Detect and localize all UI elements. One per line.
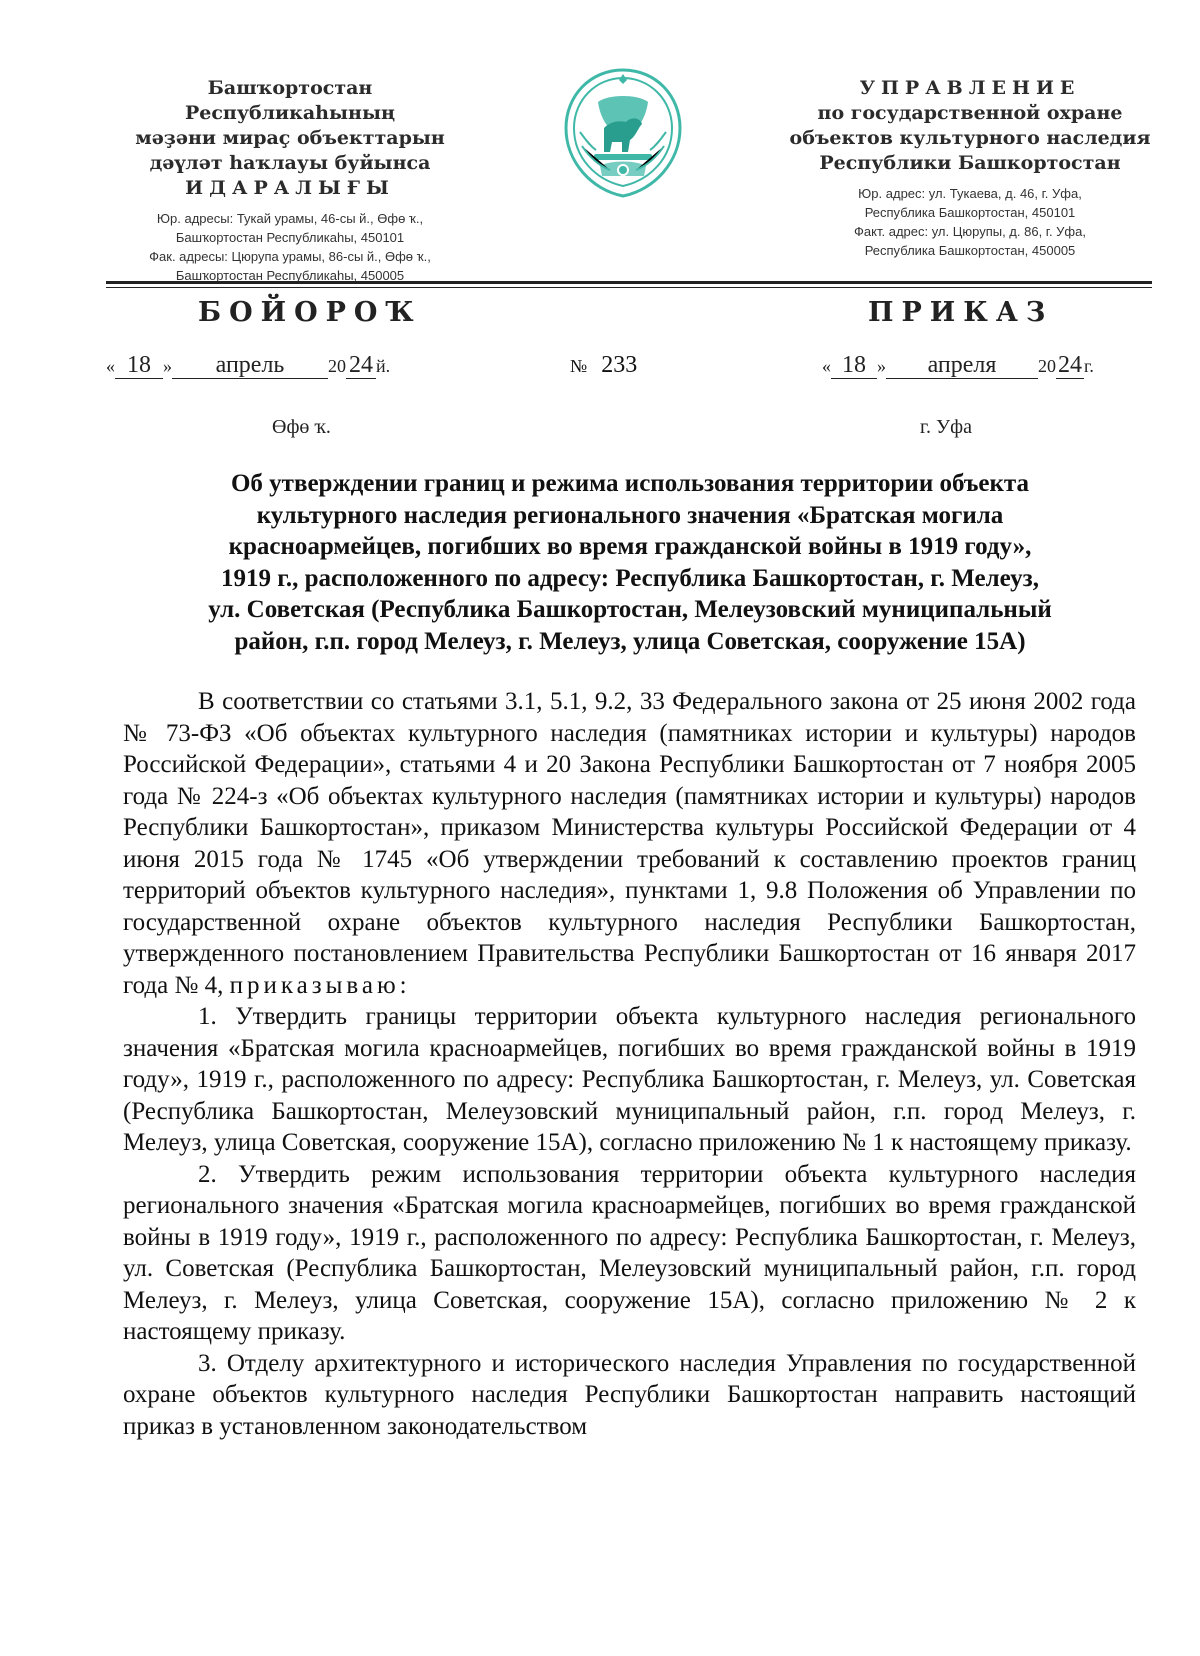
date-year-suffix: 24 bbox=[1058, 352, 1082, 378]
order-number-value: 233 bbox=[601, 352, 638, 378]
date-year-prefix: 20 bbox=[1038, 356, 1056, 376]
header-right-line-1: по государственной охране bbox=[817, 102, 1123, 124]
header-divider-thin bbox=[106, 287, 1152, 288]
header-right-russian bbox=[780, 76, 1160, 260]
header-right-address bbox=[780, 184, 1160, 260]
date-month: апрель bbox=[172, 352, 328, 379]
title-line-6: район, г.п. город Мелеуз, г. Мелеуз, улица Советская, сооружение 15А) bbox=[234, 627, 1026, 655]
date-year-prefix: 20 bbox=[328, 356, 346, 376]
date-close-quote: » bbox=[877, 356, 886, 376]
date-day: 18 bbox=[831, 352, 877, 379]
date-year-word: й. bbox=[376, 356, 391, 376]
header-left-bashkir bbox=[100, 76, 480, 285]
header-right-line-3: Республики Башкортостан bbox=[819, 152, 1121, 174]
header-left-line-1: Башҡортостан Республикаһының bbox=[184, 77, 396, 124]
bashkortostan-coat-of-arms-icon bbox=[560, 66, 686, 200]
header-divider-thick bbox=[106, 281, 1152, 284]
header-left-address-line-1: Юр. адресы: Тукай урамы, 46-сы й., Өфө ҡ., bbox=[156, 211, 424, 226]
date-russian bbox=[822, 352, 1094, 379]
preamble-paragraph bbox=[123, 686, 1136, 1001]
header-right-address-line-1: Юр. адрес: ул. Тукаева, д. 46, г. Уфа, bbox=[858, 186, 1082, 201]
header-right-address-line-3: Факт. адрес: ул. Цюрупы, д. 86, г. Уфа, bbox=[854, 224, 1086, 239]
title-line-5: ул. Советская (Республика Башкортостан, Мелеузовский муниципальный bbox=[208, 596, 1052, 623]
order-number-label: № bbox=[570, 356, 588, 376]
title-line-4: 1919 г., расположенного по адресу: Республика Башкортостан, г. Мелеуз, bbox=[221, 564, 1039, 592]
date-bashkir bbox=[106, 352, 390, 379]
title-line-2: культурного наследия регионального значения «Братская могила bbox=[256, 501, 1004, 529]
header-left-line-3: дәүләт һаҡлауы буйынса bbox=[149, 152, 431, 174]
date-year-word: г. bbox=[1084, 356, 1094, 376]
header-left-address bbox=[100, 209, 480, 285]
header-left-address-line-4: Башҡортостан Республикаһы, 450005 bbox=[175, 268, 405, 283]
header-right-address-line-2: Республика Башкортостан, 450101 bbox=[864, 205, 1076, 220]
doc-type-bashkir: БОЙОРОҠ bbox=[198, 297, 422, 328]
header-left-org-word: ИДАРАЛЫҒЫ bbox=[185, 177, 395, 199]
item-2-paragraph: 2. Утвердить режим использования территории объекта культурного наследия регионального значения «Братская могила красноармейцев, погибших во время гражданской войны в 1919 году», 1919 г., расположенного по адресу: Республика Башкортостан, г. Мелеуз, ул. Советская (Республика Башкортостан, Мелеузовский муниципальный район, г.п. город Мелеуз, г. Мелеуз, улица Советская, сооружение 15А), согласно приложению № 2 к настоящему приказу. bbox=[123, 1160, 1136, 1345]
date-open-quote: « bbox=[822, 356, 831, 376]
document-title bbox=[140, 468, 1120, 657]
header-right-line-2: объектов культурного наследия bbox=[789, 127, 1151, 149]
date-open-quote: « bbox=[106, 356, 115, 376]
header-left-address-line-2: Башҡортостан Республикаһы, 450101 bbox=[175, 230, 405, 245]
date-month: апреля bbox=[886, 352, 1038, 379]
item-1-paragraph: 1. Утвердить границы территории объекта культурного наследия регионального значения «Братская могила красноармейцев, погибших во время гражданской войны в 1919 году», 1919 г., расположенного по адресу: Республика Башкортостан, г. Мелеуз, ул. Советская (Республика Башкортостан, Мелеузовский муниципальный район, г.п. город Мелеуз, г. Мелеуз, улица Советская, сооружение 15А), согласно приложению № 1 к настоящему приказу. bbox=[123, 1003, 1136, 1156]
header-right-address-line-4: Республика Башкортостан, 450005 bbox=[864, 243, 1076, 258]
doc-type-russian: ПРИКАЗ bbox=[868, 297, 1054, 328]
header-left-line-2: мәҙәни мираҫ объекттарын bbox=[135, 127, 445, 149]
date-day: 18 bbox=[115, 352, 163, 379]
preamble-text: В соответствии со статьями 3.1, 5.1, 9.2, 33 Федерального закона от 25 июня 2002 года № 73-ФЗ «Об объектах культурного наследия (памятниках истории и культуры) народов Российской Федерации», статьями 4 и 20 Закона Республики Башкортостан от 7 ноября 2005 года № 224-з «Об объектах культурного наследия (памятниках истории и культуры) народов Республики Башкортостан», приказом Министерства культуры Российской Федерации от 4 июня 2015 года № 1745 «Об утверждении требований к составлению проектов границ территорий объектов культурного наследия», пунктами 1, 9.8 Положения об Управлении по государственной охране объектов культурного наследия Республики Башкортостан, утвержденного постановлением Правительства Республики Башкортостан от 16 января 2017 года № 4, bbox=[123, 688, 1136, 999]
document-body bbox=[123, 686, 1136, 1442]
city-bashkir: Өфө ҡ. bbox=[272, 416, 331, 438]
date-year-suffix: 24 bbox=[346, 352, 376, 379]
order-number bbox=[570, 352, 637, 379]
header-right-org-word: УПРАВЛЕНИЕ bbox=[859, 77, 1081, 99]
date-close-quote: » bbox=[163, 356, 172, 376]
title-line-3: красноармейцев, погибших во время гражданской войны в 1919 году», bbox=[228, 533, 1032, 560]
item-3-paragraph: 3. Отделу архитектурного и исторического наследия Управления по государственной охране объектов культурного наследия Республики Башкортостан направить настоящий приказ в установленном законодательством bbox=[123, 1349, 1136, 1440]
city-russian: г. Уфа bbox=[920, 416, 972, 438]
title-line-1: Об утверждении границ и режима использования территории объекта bbox=[230, 470, 1030, 497]
order-word: приказываю: bbox=[229, 971, 411, 999]
header-left-address-line-3: Фак. адресы: Цюрупа урамы, 86-сы й., Өфө ҡ., bbox=[149, 249, 431, 264]
